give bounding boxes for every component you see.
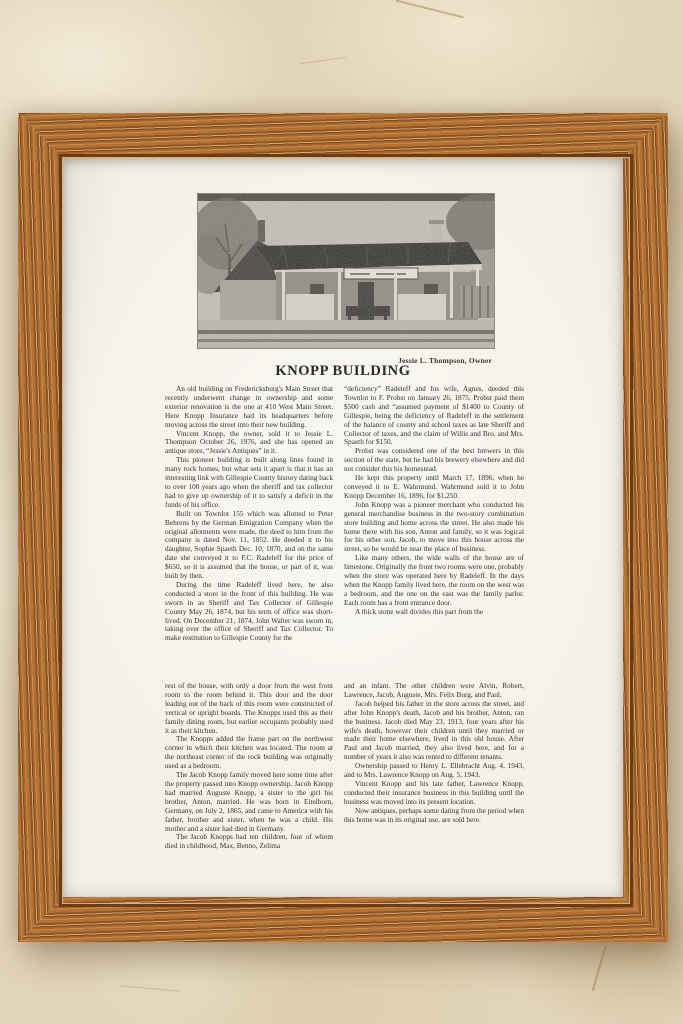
paragraph: He kept this property until March 17, 1896, when he conveyed it to E. Wahrmund. Wahrmund sold it to John Knopp December 16, 1896, for $1,250. <box>344 473 524 500</box>
column-left-top <box>165 385 333 643</box>
building-photo <box>197 193 495 349</box>
wall-crack <box>396 0 464 18</box>
paragraph: Vincent Knopp, the owner, sold it to Jessie L. Thompson October 26, 1976, and she has opened an antique store, “Jessie's Antiques” in it. <box>165 428 333 456</box>
paragraph: rest of the house, with only a door from the west front room to the room behind it. This door and the door leading out of the back of this room were constructed of vertical or upright boards. The Knopps used this as their family dining room, but earlier occupants probably used it as their kitchen. <box>165 681 333 735</box>
picture-frame <box>18 113 668 942</box>
document-page <box>63 158 623 897</box>
paragraph: “deficiency” Radeleff and his wife, Agnes, deeded this Townlot to F. Probst on January 26, 1875. Probst paid them $500 cash and “assumed payment of $1400 to County of Gillespie, being the deficiency of Radeleff in the settlement of the balance of county and school taxes as late Sheriff and Collector of taxes, and the claim of Willis and Bro. and Mrs. Spaeth for $150. <box>344 384 524 447</box>
paragraph: Like many others, the wide walls of the house are of limestone. Originally the front two rooms were one, probably when the store was operated here by Radeleff. In the days when the Knopp family lived here, the room on the west was a bedroom, and the one on the east was the family parlor. Each room has a front entrance door. <box>344 553 524 607</box>
paragraph: This pioneer building is built along lines found in many rock homes, but what sets it apart is that it has an interesting link with Gillespie County history dating back to over 100 years ago when the sheriff and tax collector had to give up ownership of it to satisfy a deficit in the funds of his office. <box>165 455 334 509</box>
paragraph: Vincent Knopp and his late father, Lawrence Knopp, conducted their insurance business in this building until the business was moved into its present location. <box>344 778 524 806</box>
paragraph: An old building on Fredericksburg's Main Street that recently underwent change in ownership and some exterior renovation is the one at 410 West Main Street. Here Knopp Insurance had its headquarters before moving across the street into their new building. <box>165 384 333 429</box>
paragraph: The Knopps added the frame part on the northwest corner in which their kitchen was located. The room at the northeast corner of the rock building was originally used as a bedroom. <box>165 734 333 771</box>
frame-rail-left <box>18 113 63 942</box>
paragraph: Now antiques, perhaps some dating from the period when this home was in its original use, are sold here. <box>344 805 524 824</box>
paragraph: Built on Townlot 155 which was allotted to Peter Behrens by the German Emigration Company when the original allotments were made, the deed to him from the company is dated Nov. 11, 1852. He deeded it to his daughter, Sophie Spaeth Dec. 10, 1870, and on the same date she conveyed it to F.C. Radeleff for the price of $650, so it is assumed that the house, or part of it, was built by then. <box>165 508 333 581</box>
paragraph: Jacob helped his father in the store across the street, and after John Knopp's death, Jacob and his brother, Anton, ran the business. Jacob died May 23, 1913, four years after his wife's death, however their children until they married or made their home elsewhere, lived in this old house. After Paul and Jacob married, they also lived here, and for a number of years it also was rented to different tenants. <box>344 698 524 762</box>
frame-rail-right <box>623 113 668 942</box>
column-right-bottom <box>344 682 524 825</box>
wall-crack <box>592 947 607 992</box>
paragraph: John Knopp was a pioneer merchant who conducted his general merchandise business in the two-story combination store building and home across the street. He also made his home there with his son, Anton and family, so it was logical for his other son, Jacob, to move into this house across the street, so he would be near the place of business. <box>344 499 524 554</box>
paragraph: A thick stone wall divides this part from the <box>355 606 484 616</box>
document-title: KNOPP BUILDING <box>275 363 411 379</box>
paragraph: Probst was considered one of the best brewers in this section of the state, but he had his brewery elsewhere and did not consider this his homestead. <box>344 446 524 474</box>
column-left-bottom <box>165 682 333 851</box>
building-photo-illustration <box>198 194 494 348</box>
wall-crack <box>300 57 346 64</box>
paragraph: The Jacob Knopps had ten children, four of whom died in childhood, Max, Benno, Zelima <box>165 832 333 851</box>
photo-caption: Jessie L. Thompson, Owner <box>398 356 492 365</box>
paragraph: The Jacob Knopp family moved here some time after the property passed into Knopp ownership. Jacob Knopp had married Auguste Knopp, a sister to the girl his brother, Anton, married. He was born in Eitelborn, Germany, on July 2, 1865, and came to America with his father, brother and sister, when he was a child. His mother and a sister had died in Germany. <box>165 770 333 833</box>
column-right-top <box>344 385 524 617</box>
frame-rail-bottom <box>18 897 668 942</box>
paragraph: During the time Radeleff lived here, he also conducted a store in the front of this building. He was sworn in as Sheriff and Tax Collector of Gillespie County May 26, 1874, but his term of office was short-lived. On December 21, 1874, John Walter was sworn in, taking over the office of Sheriff and Tax Collector. To make restitution to Gillespie County for the <box>165 579 333 643</box>
wall-crack <box>120 985 180 991</box>
paragraph: and an infant. The other children were Alvin, Robert, Lawrence, Jacob, Auguste, Mrs. Felix Burg, and Paul. <box>344 681 524 699</box>
frame-rail-top <box>18 113 668 158</box>
paragraph: Ownership passed to Henry L. Ellebracht Aug. 4, 1943, and to Mrs. Lawrence Knopp on Aug. 5, 1943. <box>344 761 524 780</box>
